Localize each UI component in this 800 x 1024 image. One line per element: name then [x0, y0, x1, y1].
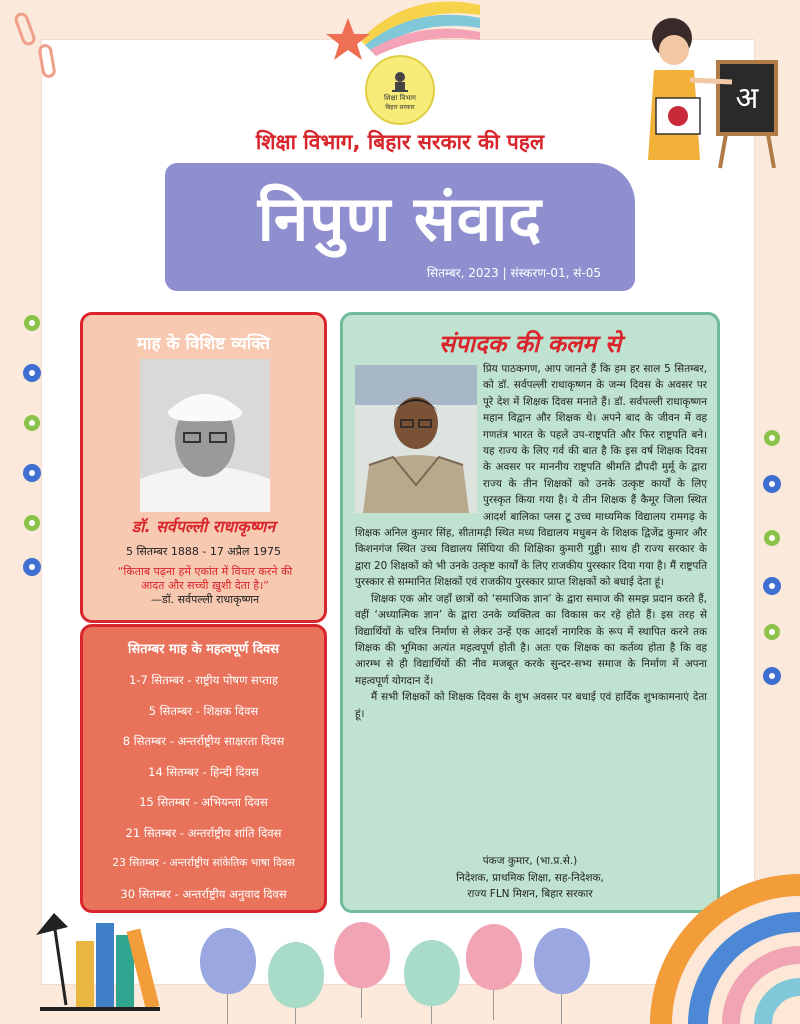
- personality-of-month-card: [80, 312, 327, 623]
- signature-title: राज्य FLN मिशन, बिहार सरकार: [467, 888, 593, 900]
- chalkboard-letter: अ: [735, 81, 759, 116]
- personality-dates: 5 सितम्बर 1888 - 17 अप्रैल 1975: [126, 545, 281, 558]
- rainbow-illustration: [630, 860, 800, 1024]
- list-item: 30 सितम्बर - अन्तर्राष्ट्रीय अनुवाद दिवस: [120, 886, 287, 901]
- logo-text: शिक्षा विभाग: [383, 94, 416, 102]
- editorial-card: [340, 312, 720, 913]
- balloon-icon: [534, 928, 590, 994]
- important-days-card: [80, 624, 327, 913]
- logo-subtext: बिहार सरकार: [385, 104, 415, 111]
- list-item: 23 सितम्बर - अन्तर्राष्ट्रीय सांकेतिक भाषा दिवस: [112, 857, 295, 869]
- tagline: शिक्षा विभाग, बिहार सरकार की पहल: [255, 130, 545, 154]
- personality-heading: माह के विशिष्ट व्यक्ति: [136, 334, 271, 354]
- emblem-icon: [387, 68, 413, 94]
- personality-quote: [93, 565, 317, 607]
- balloon-icon: [404, 940, 460, 1006]
- balloon-icon: [268, 942, 324, 1008]
- paperclip-icon: [13, 11, 38, 48]
- flower-border-left: [12, 305, 52, 595]
- balloon-icon: [200, 928, 256, 994]
- list-item: 21 सितम्बर - अन्तर्राष्ट्रीय शांति दिवस: [125, 825, 282, 840]
- list-item: 5 सितम्बर - शिक्षक दिवस: [148, 703, 259, 718]
- list-item: 8 सितम्बर - अन्तर्राष्ट्रीय साक्षरता दिवस: [122, 734, 285, 748]
- personality-name: डॉ. सर्वपल्ली राधाकृष्णन: [131, 517, 276, 536]
- editorial-paragraph: शिक्षक एक ओर जहाँ छात्रों को ‘समाजिक ज्ञान’ के द्वारा समाज की समझ प्रदान करते हैं, वहीं ‘अध्यात्मिक ज्ञान’ के द्वारा उनके व्यक्तित्व का विकास कर रहे होते हैं। इस तरह से विद्यार्थियों के चरित्र निर्माण से लेकर उन्हें एक आदर्श नागरिक के रूप में स्थापित करने तक शिक्षक की भूमिका अत्यंत महत्वपूर्ण होती है। अतः एक शिक्षक का कर्तव्य होता है कि वह आरम्भ से ही विद्यार्थियों की नीव मजबूत करके सुन्दर-सभ्य समाज के निर्माण में अपना महत्वपूर्ण योगदान दें।: [355, 592, 707, 687]
- radhakrishnan-portrait: [140, 359, 270, 512]
- list-item: 14 सितम्बर - हिन्दी दिवस: [148, 764, 259, 779]
- list-item: 15 सितम्बर - अभियन्ता दिवस: [139, 795, 268, 809]
- books-lamp-illustration: [30, 905, 170, 1015]
- list-item: 1-7 सितम्बर - राष्ट्रीय पोषण सप्ताह: [129, 673, 278, 687]
- balloon-icon: [334, 922, 390, 988]
- important-days-list: [83, 665, 324, 909]
- newsletter-title: निपुण संवाद: [257, 182, 543, 255]
- editorial-body: [355, 361, 707, 722]
- flower-border-right: [752, 420, 792, 700]
- balloon-icon: [466, 924, 522, 990]
- editorial-paragraph: मैं सभी शिक्षकों को शिक्षक दिवस के शुभ अवसर पर बधाई एवं हार्दिक शुभकामनाएं देता हूं।: [355, 691, 707, 720]
- masthead: [165, 163, 635, 291]
- signature-name: पंकज कुमार, (भा.प्र.से.): [482, 855, 578, 867]
- quote-author: —डॉ. सर्वपल्ली राधाकृष्णन: [150, 593, 260, 606]
- quote-line: “किताब पढ़ना हमें एकांत में विचार करने की: [117, 565, 293, 578]
- editorial-heading: संपादक की कलम से: [438, 330, 622, 358]
- signature-title: निदेशक, प्राथमिक शिक्षा, सह-निदेशक,: [456, 871, 604, 884]
- department-logo: [365, 55, 435, 125]
- important-days-heading: सितम्बर माह के महत्वपूर्ण दिवस: [127, 642, 280, 657]
- editorial-paragraph: प्रिय पाठकगण, आप जानते हैं कि हम हर साल 5 सितम्बर, को डॉ. सर्वपल्ली राधाकृष्णन के जन्म दिवस के अवसर पर पूरे देश में शिक्षक दिवस मनाते हैं। डॉ. सर्वपल्ली राधाकृष्णन महान विद्वान और शिक्षक थे। अपने बाद के जीवन में वह गणतंत्र भारत के पहले उप-राष्ट्रपति और फिर राष्ट्रपति बने। यह राज्य के लिए गर्व की बात है कि इस वर्ष शिक्षक दिवस के अवसर पर माननीय राष्ट्रपति श्रीमति द्रौपदी मुर्मू के द्वारा राज्य के तीन शिक्षकों को उनके उत्कृष्ट कार्यों के लिए पुरस्कृत किया गया है। ये तीन शिक्षक हैं कैमूर जिला स्थित आदर्श बालिका प्लस टू उच्च माध्यमिक विद्यालय रामगढ़ के शिक्षक अनिल कुमार सिंह, सीतामढ़ी स्थित मध्य विद्यालय मधुबन के शिक्षक द्विजेंद्र कुमार और किशनगंज स्थित उच्च विद्यालय सिंघिया की शिक्षिका कुमारी गुड्डी। साथ ही राज्य सरकार के द्वारा 20 शिक्षकों को भी उनके उत्कृष्ट कार्यों के लिए राजकीय पुरस्कार दिया गया है। मैं राष्ट्रपति पुरस्कार से सम्मानित शिक्षकों एवं राजकीय पुरस्कार प्राप्त शिक्षकों को बधाई देता हूं।: [355, 363, 707, 589]
- issue-info: सितम्बर, 2023 | संस्करण-01, सं-05: [426, 266, 601, 280]
- quote-line: आदत और सच्ची ख़ुशी देता है।”: [141, 579, 269, 592]
